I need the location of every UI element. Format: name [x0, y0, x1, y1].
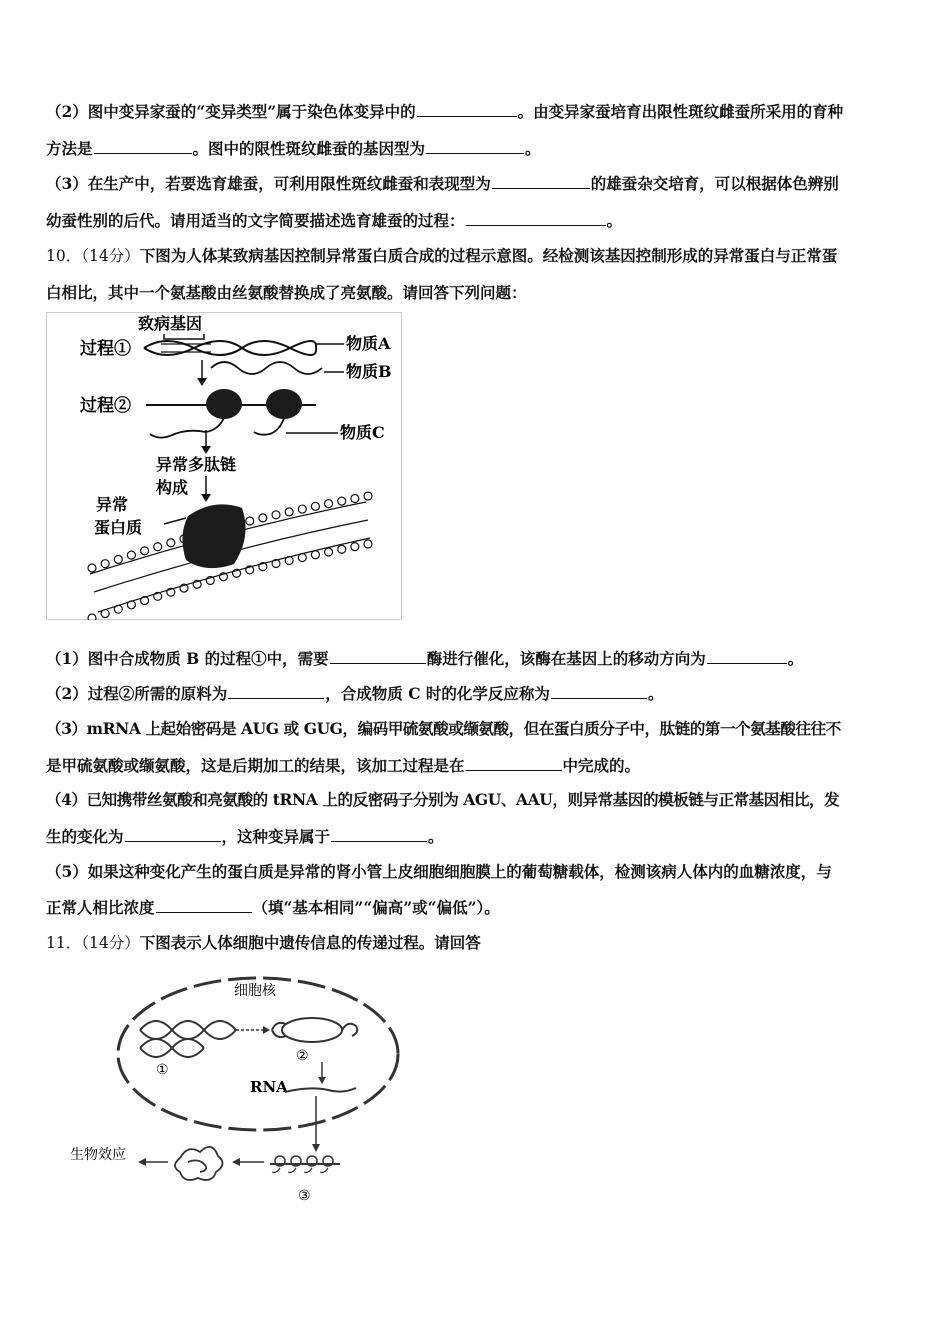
effect-label: 生物效应 — [70, 1147, 126, 1163]
q10-heading-line2: 白相比，其中一个氨基酸由丝氨酸替换成了亮氨酸。请回答下列问题： — [46, 283, 527, 302]
arrow-left-2-head — [138, 1158, 146, 1166]
mark-3: ③ — [298, 1188, 311, 1204]
answer-blank[interactable] — [156, 898, 252, 913]
q9-part2-line2: 方法是 。图中的限性斑纹雌蚕的基因型为 。 — [46, 139, 541, 158]
q9-part2-line1: （2）图中变异家蚕的“变异类型”属于染色体变异中的 。由变异家蚕培育出限性斑纹雌蚕所采用的育种 — [46, 102, 844, 121]
translation-ribosomes — [270, 1156, 340, 1173]
ribosome-2 — [266, 389, 302, 419]
information-flow-figure — [60, 968, 410, 1208]
q10-sub1: （1）图中合成物质 B 的过程①中，需要 酶进行催化，该酶在基因上的移动方向为 。 — [46, 649, 804, 668]
answer-blank[interactable] — [426, 139, 524, 154]
nucleus-label: 细胞核 — [234, 983, 276, 999]
answer-blank[interactable] — [330, 649, 426, 664]
q10-heading-line1: 10．（14分）下图为人体某致病基因控制异常蛋白质合成的过程示意图。经检测该基因控制形成的异常蛋白与正常蛋 — [46, 246, 838, 265]
q10-sub5-line2: 正常人相比浓度 （填“基本相同”“偏高”或“偏低”）。 — [46, 898, 500, 917]
dotted-arrow-head — [263, 1026, 270, 1034]
substance-a-label: 物质A — [346, 334, 391, 353]
answer-blank[interactable] — [551, 684, 647, 699]
peptide-label-1: 异常多肽链 — [156, 455, 237, 474]
answer-blank[interactable] — [94, 139, 192, 154]
ribosome-1 — [206, 389, 242, 419]
substance-b-label: 物质B — [346, 362, 392, 381]
information-flow-diagram — [60, 968, 410, 1208]
answer-blank[interactable] — [466, 211, 606, 226]
arrow-left-1-head — [232, 1158, 240, 1166]
q9-part3-line1: （3）在生产中，若要选育雄蚕，可利用限性斑纹雌蚕和表现型为 的雄蚕杂交培育，可以根据体色辨别 — [46, 174, 839, 193]
mark-1: ① — [156, 1062, 169, 1078]
process1-label: 过程① — [80, 339, 131, 359]
answer-blank[interactable] — [125, 827, 221, 842]
q10-sub4-line2: 生的变化为 ，这种变异属于 。 — [46, 827, 444, 846]
gene-label: 致病基因 — [138, 314, 203, 333]
answer-blank[interactable] — [707, 649, 787, 664]
answer-blank[interactable] — [228, 684, 324, 699]
folded-protein — [175, 1147, 223, 1180]
q10-sub3-line1: （3）mRNA 上起始密码是 AUG 或 GUG，编码甲硫氨酸或缬氨酸，但在蛋白质分子中，肽链的第一个氨基酸往往不 — [46, 719, 841, 738]
answer-blank[interactable] — [331, 827, 427, 842]
rna-label: RNA — [250, 1078, 288, 1096]
transcription-bubble — [272, 1018, 357, 1042]
rna-strand — [285, 1088, 356, 1092]
abnormal-protein — [182, 504, 245, 568]
answer-blank[interactable] — [417, 102, 517, 117]
q10-sub4-line1: （4）已知携带丝氨酸和亮氨酸的 tRNA 上的反密码子分别为 AGU、AAU，则异常基因的模板链与正常基因相比，发 — [46, 790, 840, 809]
peptide-label-2: 构成 — [156, 478, 189, 497]
substance-c-label: 物质C — [340, 423, 385, 442]
arrow-to-rna-head — [318, 1077, 326, 1084]
mark-2: ② — [296, 1048, 309, 1064]
gene-expression-diagram — [46, 312, 402, 620]
arrow-out-head — [312, 1144, 320, 1152]
protein-label-1: 异常 — [96, 495, 129, 514]
answer-blank[interactable] — [466, 756, 562, 771]
q10-sub2: （2）过程②所需的原料为 ，合成物质 C 时的化学反应称为 。 — [46, 684, 664, 703]
process2-label: 过程② — [80, 396, 131, 416]
q10-sub5-line1: （5）如果这种变化产生的蛋白质是异常的肾小管上皮细胞细胞膜上的葡萄糖载体，检测该病人体内的血糖浓度，与 — [46, 862, 832, 881]
q9-part3-line2: 幼蚕性别的后代。请用适当的文字简要描述选育雄蚕的过程： 。 — [46, 211, 623, 230]
nucleus-envelope — [118, 978, 398, 1130]
dna-replication — [140, 1021, 236, 1057]
q11-heading: 11．（14分）下图表示人体细胞中遗传信息的传递过程。请回答 — [46, 933, 481, 952]
answer-blank[interactable] — [492, 174, 590, 189]
gene-expression-figure — [46, 312, 402, 620]
q10-sub3-line2: 是甲硫氨酸或缬氨酸，这是后期加工的结果，该加工过程是在 中完成的。 — [46, 756, 641, 775]
protein-label-2: 蛋白质 — [94, 518, 143, 537]
